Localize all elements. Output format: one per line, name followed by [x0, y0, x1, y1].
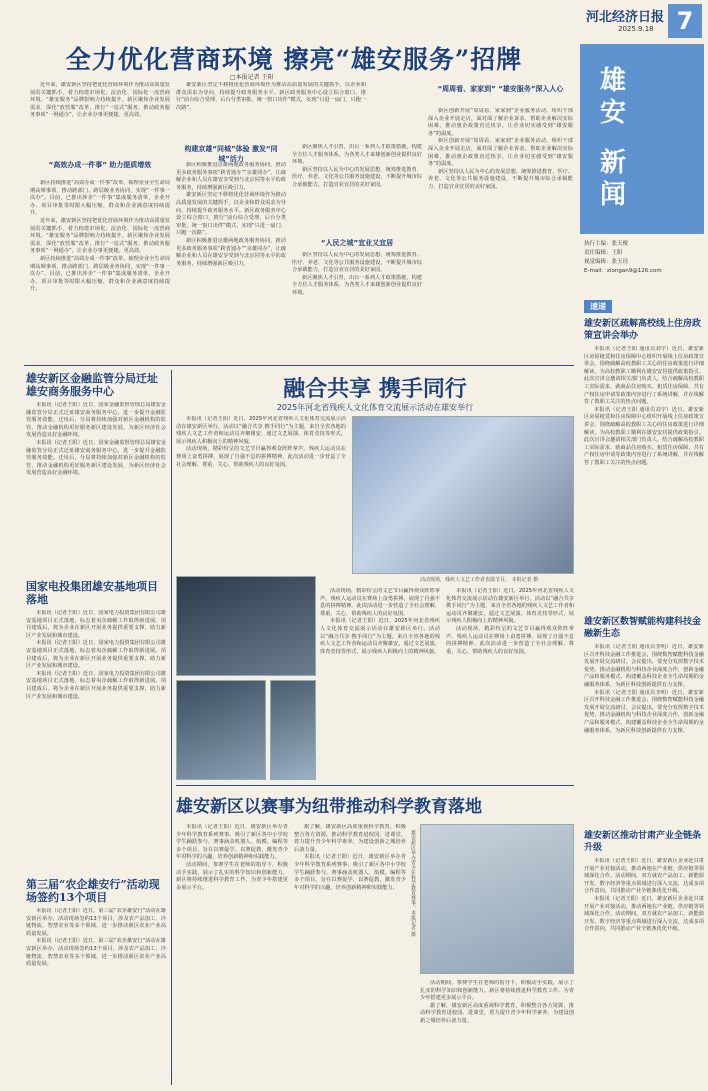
top-sub1: “高效办成一件事” 助力提质增效	[48, 161, 152, 169]
top-col3b: 新区坚持以人民为中心的发展思想，统筹推进教育、医疗、养老、文化等公共服务设施建设，不断提升城市综合承载能力，打造宜业宜居的美好家园。 新区聚焦人才引育，出台一系列人才政策措施，构建全方位人才服务体系，为各类人才来雄创新创业提供良好环境。	[292, 252, 422, 296]
middle-photo-4	[270, 680, 316, 780]
top-col3: 新区聚焦人才引育，出台一系列人才政策措施，构建全方位人才服务体系，为各类人才来雄创新创业提供良好环境。 新区坚持以人民为中心的发展思想，统筹推进教育、医疗、养老、文化等公共服务设施建设，不断提升城市综合承载能力，打造宜业宜居的美好家园。	[292, 144, 422, 188]
brief2-body: 本报讯（记者王阳 通讯员李明）近日，雄安新区召开科技金融工作推进会，围绕数智赋能科技金融发展开展交流研讨。会议提出，要充分发挥数字技术优势，推动金融机构与科技企业深度合作，创新金融产品和服务模式，构建覆盖科技企业全生命周期的金融服务体系，为新区科技创新提供有力支撑。 本报讯（记者王阳 通讯员李明）近日，雄安新区召开科技金融工作推进会，围绕数智赋能科技金融发展开展交流研讨。会议提出，要充分发挥数字技术优势，推动金融机构与科技企业深度合作，创新金融产品和服务模式，构建覆盖科技企业全生命周期的金融服务体系，为新区科技创新提供有力支撑。	[584, 644, 704, 734]
middle-photo-caption: 活动现场，残疾人文艺工作者表演节目。 本报记者 摄	[420, 577, 539, 583]
editor-credits	[584, 240, 704, 276]
brief1-title: 雄安新区疏解高校线上住房政策宣讲会举办	[584, 319, 702, 341]
bottom-body2: 据了解，雄安新区高度重视科学教育，积极整合各方资源，推动科学教育进校园、进课堂，着力提升青少年科学素养，为建设创新之城培养后备力量。 本报讯（记者王阳）近日，雄安新区举办青少年科学教育系列赛事，吸引了新区各中小学校学生踊跃参与。赛事涵盖机器人、航模、编程等多个项目，旨在以赛促学、以赛促教，激发青少年对科学的兴趣，培养创新精神和实践能力。	[294, 824, 406, 891]
top-col2b: 新区积极推进京雄两地政务服务协同，推动更多政务服务事项“跨省通办”“京雄同办”，让疏解企业和人员在雄安享受到与北京同等水平的政务服务，持续增强新区吸引力。 雄安新区坚定不移将优化营商环境作为推动高质量发展的关键抓手，以企业和群众需求为导向，持续提升政务服务水平。新区政务服务中心设立综合窗口，推行“前台综合受理、后台分类审批、统一窗口出件”模式，实现“只进一扇门、只跑一次路”。 新区积极推进京雄两地政务服务协同，推动更多政务服务事项“跨省通办”“京雄同办”，让疏解企业和人员在雄安享受到与北京同等水平的政务服务，持续增强新区吸引力。	[176, 162, 286, 267]
bottom-photo-caption: 雄安新区举办青少年科学教育赛事。本报记者 摄	[410, 830, 416, 937]
middle-photo-1	[352, 416, 574, 574]
bottom-body3: 活动期间，参赛学生在老师的指导下，积极动手实践，展示了扎实的科学知识和创新能力。新区将持续推进科学教育工作，为青少年搭建更多展示平台。 据了解，雄安新区高度重视科学教育，积极整合各方资源，推动科学教育进校园、进课堂，着力提升青少年科学素养，为建设创新之城培养后备力量。	[420, 980, 574, 1024]
middle-body1: 本报讯（记者王阳）近日，2025年河北省残疾人文化体育交流展示活动在雄安新区举行。活动以“融合共享 携手同行”为主题，来自全省各地的残疾人文艺工作者和运动员齐聚雄安，通过文艺展演、体育竞技等形式，展示残疾人积极向上的精神风貌。 活动现场，精彩纷呈的文艺节目赢得观众阵阵掌声。残疾人运动员在赛场上奋勇拼搏，展现了自强不息的拼搏精神。此次活动进一步营造了全社会理解、尊重、关心、帮助残疾人的良好氛围。	[176, 416, 346, 468]
left1-headline: 雄安新区金融监管分局迁址雄安商务服务中心	[26, 372, 158, 398]
brief2-title: 雄安新区数智赋能构建科技金融新生态	[584, 617, 702, 639]
middle-body3: 本报讯（记者王阳）近日，2025年河北省残疾人文化体育交流展示活动在雄安新区举行。活动以“融合共享 携手同行”为主题，来自全省各地的残疾人文艺工作者和运动员齐聚雄安，通过文艺展演、体育竞技等形式，展示残疾人积极向上的精神风貌。 活动现场，精彩纷呈的文艺节目赢得观众阵阵掌声。残疾人运动员在赛场上奋勇拼搏，展现了自强不息的拼搏精神。此次活动进一步营造了全社会理解、尊重、关心、帮助残疾人的良好氛围。	[446, 588, 574, 655]
section-title-2: 安	[600, 98, 627, 128]
divider	[176, 785, 574, 786]
divider	[24, 365, 574, 366]
left2-body: 本报讯（记者王阳）近日，国家电力投资集团有限公司雄安基地项目正式落地，标志着央企疏解工作取得新进展。项目建成后，将为企业在新区开展业务提供重要支撑，助力新区产业发展和城市建设。 本报讯（记者王阳）近日，国家电力投资集团有限公司雄安基地项目正式落地，标志着央企疏解工作取得新进展。项目建成后，将为企业在新区开展业务提供重要支撑，助力新区产业发展和城市建设。 本报讯（记者王阳）近日，国家电力投资集团有限公司雄安基地项目正式落地，标志着央企疏解工作取得新进展。项目建成后，将为企业在新区开展业务提供重要支撑，助力新区产业发展和城市建设。	[26, 610, 166, 700]
middle-headline: 融合共享 携手同行	[283, 376, 467, 402]
middle-photo-3	[176, 680, 266, 780]
left1-body: 本报讯（记者王阳）近日，国家金融监督管理总局雄安金融监管分局正式迁址雄安商务服务中心，进一步提升金融监管服务效能。迁址后，分局将持续加强对新区金融机构的监管，推动金融机构更好服务新区建设发展，为新区经济社会发展营造良好金融环境。 本报讯（记者王阳）近日，国家金融监督管理总局雄安金融监管分局正式迁址雄安商务服务中心，进一步提升金融监管服务效能。迁址后，分局将持续加强对新区金融机构的监管，推动金融机构更好服务新区建设发展，为新区经济社会发展营造良好金融环境。	[26, 402, 166, 477]
left2-headline: 国家电投集团雄安基地项目落地	[26, 580, 158, 606]
section-banner	[580, 44, 704, 234]
top-col1b: 新区持续推进“高效办成一件事”改革，梳理企业全生命周期高频事项，推动跨部门、跨层级业务协同，实现“一件事一次办”。目前，已推出涉企“一件事”集成服务清单，企业开办、项目审批等时限大幅压缩，群众和企业满意度持续提升。 近年来，雄安新区坚持把优化营商环境作为推动高质量发展的关键抓手，着力构建市场化、法治化、国际化一流营商环境，“雄安服务”品牌影响力持续提升。新区聚焦企业发展需求，深化“放管服”改革，推行“一站式”服务，推动政务服务事项“一网通办”，让企业办事更便捷、更高效。 新区持续推进“高效办成一件事”改革，梳理企业全生命周期高频事项，推动跨部门、跨层级业务协同，实现“一件事一次办”。目前，已推出涉企“一件事”集成服务清单，企业开办、项目审批等时限大幅压缩，群众和企业满意度持续提升。	[30, 180, 170, 293]
top-sub3: “人民之城”宜业又宜居	[320, 239, 394, 247]
section-title-3: 新	[600, 148, 627, 178]
brief3-body: 本报讯（记者王阳）近日，雄安新区企业赴甘肃开展产业对接活动，推动两地在产业链、供应链等领域深化合作。活动期间，双方就农产品加工、新能源开发、数字经济等重点领域进行深入交流，达成多项合作意向，共同推动产业全链条优化升级。 本报讯（记者王阳）近日，雄安新区企业赴甘肃开展产业对接活动，推动两地在产业链、供应链等领域深化合作。活动期间，双方就农产品加工、新能源开发、数字经济等重点领域进行深入交流，达成多项合作意向，共同推动产业全链条优化升级。	[584, 858, 704, 933]
top-col2: 雄安新区坚定不移将优化营商环境作为推动高质量发展的关键抓手，以企业和群众需求为导向，持续提升政务服务水平。新区政务服务中心设立综合窗口，推行“前台综合受理、后台分类审批、统一窗口出件”模式，实现“只进一扇门、只跑一次路”。	[176, 82, 366, 111]
top-byline: □本报记者 王阳	[230, 74, 274, 81]
brief1-body: 本报讯（记者王阳 通讯员刘宇）近日，雄安新区房屋租赁和住房保障中心组织开展线上住房政策宣讲会，围绕疏解高校教职工关心的住房政策进行详细解读，为高校教职工顺利在雄安安居提供政策指引。此次宣讲会邀请相关部门负责人，结合疏解高校教职工实际需求，就商品住房购买、租赁住房保障、共有产权住房申请等政策内容进行了系统讲解，并在线解答了教职工关注的热点问题。 本报讯（记者王阳 通讯员刘宇）近日，雄安新区房屋租赁和住房保障中心组织开展线上住房政策宣讲会，围绕疏解高校教职工关心的住房政策进行详细解读，为高校教职工顺利在雄安安居提供政策指引。此次宣讲会邀请相关部门负责人，结合疏解高校教职工实际需求，就商品住房购买、租赁住房保障、共有产权住房申请等政策内容进行了系统讲解，并在线解答了教职工关注的热点问题。	[584, 346, 704, 466]
page-number: 7	[668, 4, 702, 38]
editor-email: E-mail：xiongan9@126.com	[584, 268, 662, 274]
column-rule	[171, 370, 172, 1085]
paper-name: 河北经济日报	[586, 10, 665, 25]
bottom-photo	[420, 824, 574, 974]
editor-line: 执行主编：张天俊	[584, 241, 629, 247]
middle-body2: 活动现场，精彩纷呈的文艺节目赢得观众阵阵掌声。残疾人运动员在赛场上奋勇拼搏，展现了自强不息的拼搏精神。此次活动进一步营造了全社会理解、尊重、关心、帮助残疾人的良好氛围。 本报讯（记者王阳）近日，2025年河北省残疾人文化体育交流展示活动在雄安新区举行。活动以“融合共享 携手同行”为主题，来自全省各地的残疾人文艺工作者和运动员齐聚雄安，通过文艺展演、体育竞技等形式，展示残疾人积极向上的精神风貌。	[320, 588, 440, 655]
top-sub4: “周周看、家家到” “雄安服务”深入人心	[437, 85, 564, 93]
left3-headline: 第三届“农企雄安行”活动现场签约13个项目	[26, 878, 160, 904]
bottom-headline: 雄安新区以赛事为纽带推动科学教育落地	[176, 797, 482, 817]
middle-photo-2	[176, 576, 316, 676]
middle-subhead: 2025年河北省残疾人文化体育交流展示活动在雄安举行	[276, 403, 474, 412]
editor-line: 视觉编辑：张玉珏	[584, 259, 629, 265]
top-sub2: 构建京雄“同城”体验 激发“同城”活力	[184, 145, 278, 163]
section-title-1: 雄	[600, 66, 627, 96]
brief-tag: 速递	[584, 300, 612, 313]
masthead	[0, 0, 708, 44]
top-headline: 全力优化营商环境 擦亮“雄安服务”招牌	[65, 45, 523, 74]
bottom-body1: 本报讯（记者王阳）近日，雄安新区举办青少年科学教育系列赛事，吸引了新区各中小学校学生踊跃参与。赛事涵盖机器人、航模、编程等多个项目，旨在以赛促学、以赛促教，激发青少年对科学的兴趣，培养创新精神和实践能力。 活动期间，参赛学生在老师的指导下，积极动手实践，展示了扎实的科学知识和创新能力。新区将持续推进科学教育工作，为青少年搭建更多展示平台。	[176, 824, 288, 891]
issue-date: 2025.9.18	[618, 25, 654, 33]
top-col1: 近年来，雄安新区坚持把优化营商环境作为推动高质量发展的关键抓手，着力构建市场化、法治化、国际化一流营商环境，“雄安服务”品牌影响力持续提升。新区聚焦企业发展需求，深化“放管服”改革，推行“一站式”服务，推动政务服务事项“一网通办”，让企业办事更便捷、更高效。	[30, 82, 170, 119]
top-col4: 新区创新开展“周周看、家家到”企业服务活动，组织干部深入企业开展走访，面对面了解企业诉求，帮助企业解决实际困难，推动惠企政策直达快享，让企业切实感受到“雄安服务”的温度。 新区创新开展“周周看、家家到”企业服务活动，组织干部深入企业开展走访，面对面了解企业诉求，帮助企业解决实际困难，推动惠企政策直达快享，让企业切实感受到“雄安服务”的温度。 新区坚持以人民为中心的发展思想，统筹推进教育、医疗、养老、文化等公共服务设施建设，不断提升城市综合承载能力，打造宜业宜居的美好家园。	[428, 108, 573, 190]
section-title-4: 闻	[600, 180, 627, 210]
editor-line: 责任编辑：王阳	[584, 250, 623, 256]
left3-body: 本报讯（记者王阳）近日，第三届“农企雄安行”活动在雄安新区举办，活动现场签约13个项目，涉及农产品加工、冷链物流、智慧农业等多个领域，进一步推动新区农业产业高质量发展。 本报讯（记者王阳）近日，第三届“农企雄安行”活动在雄安新区举办，活动现场签约13个项目，涉及农产品加工、冷链物流、智慧农业等多个领域，进一步推动新区农业产业高质量发展。	[26, 908, 166, 968]
brief3-title: 雄安新区推动甘肃产业全链条升级	[584, 831, 702, 853]
